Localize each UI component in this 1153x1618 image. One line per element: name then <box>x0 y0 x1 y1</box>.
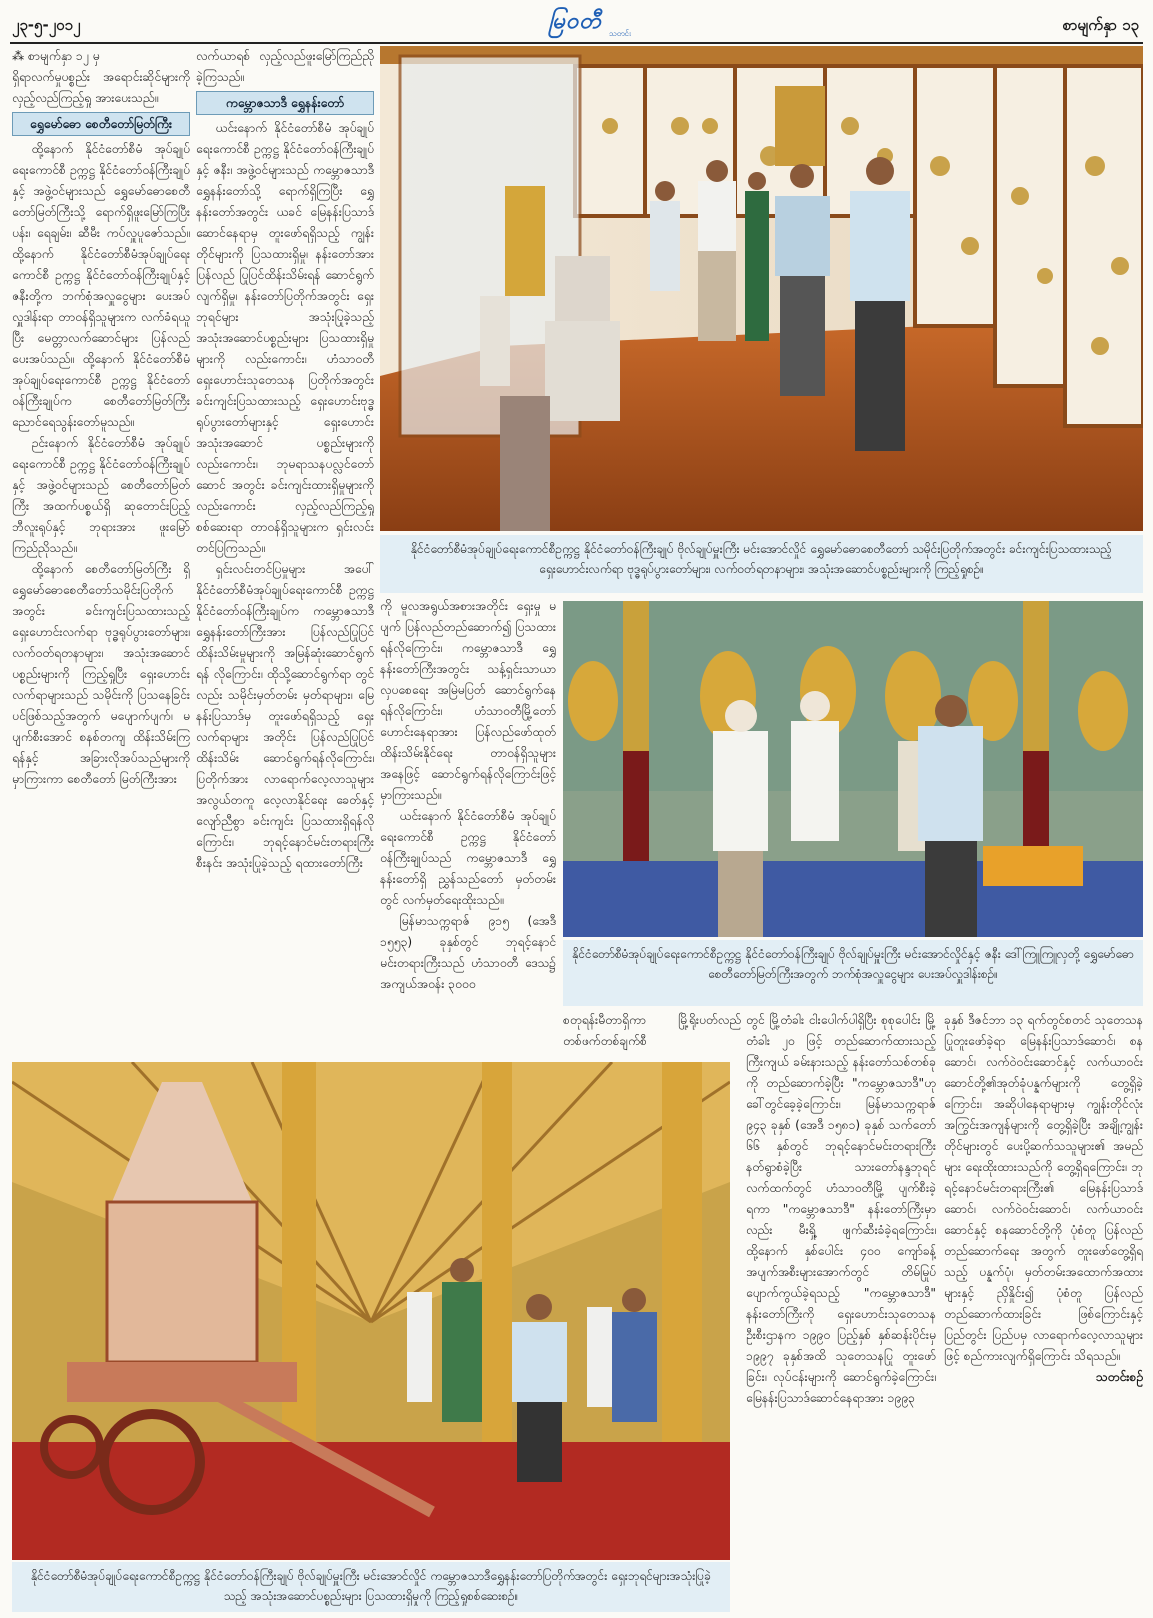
paragraph: လက်ယာရစ် လှည့်လည်ဖူးမြော်ကြည်ညိုခဲ့ကြသည်။ <box>196 49 374 84</box>
paragraph: ကို မူလအရွယ်အစားအတိုင်း ရှေးမှု မပျက် ပြန်လည်တည်ဆောက်၍ ပြသထားရန်လိုကြောင်း၊ ကမ္ဘောဇသာဒီ ရွှေနန်းတော်ကြီးအတွင်း သန့်ရှင်းသာယာလှပစေရေး အမြဲမပြတ် ဆောင်ရွက်နေရန်လိုကြောင်း၊ ဟံသာဝတီမြို့တော်ဟောင်းနေရာအား ပြန်လည်ဖော်ထုတ်ထိန်းသိမ်းနိုင်ရေး တာဝန်ရှိသူများအနေဖြင့် ဆောင်ရွက်ရန်လိုကြောင်းဖြင့် မှာကြားသည်။ <box>380 599 556 802</box>
paragraph: စတုရန်းမီတာရှိကာ မြို့ရိုးပတ်လည် တစ်ဖက်တစ်ချက်စီ <box>563 1013 741 1048</box>
caption-museum: နိုင်ငံတော်စီမံအုပ်ချုပ်ရေးကောင်စီဥက္ကဋ္ဌ နိုင်ငံတော်ဝန်ကြီးချုပ် ဗိုလ်ချုပ်မှူးကြီး မင်းအောင်လှိုင် ရွှေမော်ဓောစေတီတော် သမိုင်းပြတိုက်အတွင်း ခင်းကျင်းပြသထားသည့် ရှေးဟောင်းလက်ရာ ဗုဒ္ဓရုပ်ပွားတော်များ၊ လက်ဝတ်ရတနာများ၊ အသုံးအဆောင်ပစ္စည်းများကို ကြည့်ရှုစဉ်။ <box>380 535 1143 593</box>
paragraph: ခုနှစ် ဒီဇင်ဘာ ၁၃ ရက်တွင်စတင် သုတေသနပြုတူးဖော်ခဲ့ရာ မြေနန်းပြသာဒ်ဆောင်၊ စနဆောင်၊ လက်ဝဲဝင်းဆောင်နှင့် လက်ယာဝင်းဆောင်တို့၏အုတ်ခုံပန္နက်များကို တွေ့ရှိခဲ့ကြောင်း၊ အဆိုပါနေရာများမှ ကျွန်းတိုင်လုံး အကြွင်းအကျန်များကို တွေ့ရှိခဲ့ပြီး အချို့ကျွန်းတိုင်များတွင် ပေးပို့ဆက်သသူများ၏ အမည်များ ရေးထိုးထားသည်ကို တွေ့ရှိရကြောင်း၊ ဘုရင့်နောင်မင်းတရားကြီး၏ မြေနန်းပြသာဒ်ဆောင်၊ လက်ဝဲဝင်းဆောင်၊ လက်ယာဝင်းဆောင်နှင့် စနဆောင်တို့ကို ပုံစံတူ ပြန်လည် တည်ဆောက်ရေး အတွက် တူးဖော်တွေ့ရှိရသည့် ပန္နက်ပုံ၊ မှတ်တမ်းအထောက်အထားများနှင့် ညှိနှိုင်း၍ ပုံစံတူ ပြန်လည်တည်ဆောက်ထားခြင်း ဖြစ်ကြောင်းနှင့် ပြည်တွင်း ပြည်ပမှ လာရောက်လေ့လာသူများဖြင့် စည်ကားလျက်ရှိကြောင်း သိရသည်။ <box>944 1013 1143 1363</box>
issue-date: ၂၃-၅-၂၀၁၂ <box>12 16 81 34</box>
paragraph: မြန်မာသက္ကရာဇ် ၉၁၅ (အေဒီ ၁၅၅၃) ခုနှစ်တွင် ဘုရင့်နောင် မင်းတရားကြီးသည် ဟံသာဝတီ ဒေသ၌ အကျယ်အဝန်း ၃၀၀၀ <box>380 914 556 991</box>
byline-text: သတင်းစဉ် <box>1095 1370 1143 1384</box>
intro-paragraph: ရှိရာလက်မှုပစ္စည်း အရောင်းဆိုင်များကို လှည့်လည်ကြည့်ရှု အားပေးသည်။ <box>12 70 190 105</box>
article-column-1 <box>12 46 190 1052</box>
paragraph: ယင်းနောက် နိုင်ငံတော်စီမံ အုပ်ချုပ်ရေးကောင်စီ ဥက္ကဋ္ဌ နိုင်ငံတော်ဝန်ကြီးချုပ်နှင့် ဇနီး၊ အဖွဲ့ဝင်များသည် ကမ္ဘောဇသာဒီ ရွှေနန်းတော်သို့ ရောက်ရှိကြပြီး ရွှေနန်းတော်အတွင်း ယခင် မြေနန်းပြသာဒ် ဆောင်နေရာမှ တူးဖော်ရရှိသည့် ကျွန်းတိုင်များကို ပြသထားရှိမှု၊ နန်းတော်အား ပြန်လည် ပြုပြင်ထိန်းသိမ်းရန် ဆောင်ရွက်လျက်ရှိမှု၊ နန်းတော်ပြတိုက်အတွင်း ရှေးဘုရင်များ အသုံးပြုခဲ့သည့် အသုံးအဆောင်ပစ္စည်းများ ပြသထားရှိမှုများကို လည်းကောင်း၊ ဟံသာဝတီ ရှေးဟောင်းသုတေသန ပြတိုက်အတွင်း ခင်းကျင်းပြသထားသည့် ရှေးဟောင်းဗုဒ္ဓရုပ်ပွားတော်များနှင့် ရှေးဟောင်းအသုံးအဆောင် ပစ္စည်းများကို လည်းကောင်း၊ ဘုမရာသနပလ္လင်တော်ဆောင် အတွင်း ခင်းကျင်းထားရှိမှုများကို လည်းကောင်း လှည့်လည်ကြည့်ရှု စစ်ဆေးရာ တာဝန်ရှိသူများက ရှင်းလင်းတင်ပြကြသည်။ <box>196 121 374 555</box>
article-column-3 <box>380 596 556 1052</box>
chariot-illustration <box>12 1062 730 1560</box>
article-column-4 <box>563 1010 741 1054</box>
page-number: စာမျက်နှာ ၁၃ <box>1062 16 1139 34</box>
section-heading-shwemawdaw: ရွှေမော်ဓော စေတီတော်မြတ်ကြီး <box>12 112 190 136</box>
paragraph: ဉင်းနောက် နိုင်ငံတော်စီမံ အုပ်ချုပ်ရေးကောင်စီ ဥက္ကဋ္ဌ နိုင်ငံတော်ဝန်ကြီးချုပ်နှင့် အဖွဲ့ဝင်များသည် စေတီတော်မြတ်ကြီး အထက်ပစ္စယ်ရှိ ဆုတောင်းပြည့်ဘီလူးရုပ်နှင့် ဘုရားအား ဖူးမြော်ကြည်ညိုသည်။ <box>12 436 190 555</box>
masthead <box>0 0 1153 46</box>
paragraph: တွင် မြို့တံခါး ငါးပေါက်ပါရှိပြီး စုစုပေါင်း မြို့တံခါး ၂၀ ဖြင့် တည်ဆောက်ထားသည့်ကြီးကျယ် ခမ်းနားသည့် နန်းတော်သစ်တစ်ခုကို တည်ဆောက်ခဲ့ပြီး "ကမ္ဘောဇသာဒီ"ဟု ခေါ်တွင်ခေ့ခဲ့ကြောင်း၊ မြန်မာသက္ကရာဇ် ၉၄၃ ခုနှစ် (အေဒီ ၁၅၈၁) ခုနှစ် သက်တော် ၆၆ နှစ်တွင် ဘုရင့်နောင်မင်းတရားကြီး နတ်ရွာစံခဲ့ပြီး သားတော်နန္ဒဘုရင် လက်ထက်တွင် ဟံသာဝတီမြို့ ပျက်စီးခဲ့ရကာ "ကမ္ဘောဇသာဒီ" နန်းတော်ကြီးမှာလည်း မီးရှို့ ဖျက်ဆီးခံခဲ့ရကြောင်း၊ ထို့နောက် နှစ်ပေါင်း ၄၀၀ ကျော်ခန့် အပျက်အစီးများအောက်တွင် တိမ်မြုပ်ပျောက်ကွယ်ခဲ့ရသည့် "ကမ္ဘောဇသာဒီ" နန်းတော်ကြီးကို ရှေးဟောင်းသုတေသနဦးစီးဌာနက ၁၉၉၀ ပြည့်နှစ် နှစ်ဆန်းပိုင်းမှ ၁၉၉၇ ခုနှစ်အထိ သုတေသနပြု တူးဖော်ခြင်း၊ လုပ်ငန်းများကို ဆောင်ရွက်ခဲ့ကြောင်း၊ မြေနန်းပြသာဒ်ဆောင်နေရာအား ၁၉၉၃ <box>746 1013 936 1405</box>
article-column-6 <box>944 1010 1143 1610</box>
paragraph: ထို့နောက် စေတီတော်မြတ်ကြီး ရှိ ရွှေမော်ဓောစေတီတော်သမိုင်းပြတိုက်အတွင်း ခင်းကျင်းပြသထားသည့် ရှေးဟောင်းလက်ရာ ဗုဒ္ဓရုပ်ပွားတော်များ၊ လက်ဝတ်ရတနာများ၊ အသုံးအဆောင်ပစ္စည်းများကို ကြည့်ရှုပြီး ရှေးဟောင်းလက်ရာများသည် သမိုင်းကို ပြသနေခြင်းပင်ဖြစ်သည့်အတွက် မပျောက်ပျက်၊ မပျက်စီးအောင် စနစ်တကျ ထိန်းသိမ်းကြရန်နှင့် အခြားလိုအပ်သည်များကို မှာကြားကာ စေတီတော် မြတ်ကြီးအား <box>12 562 190 786</box>
caption-donation: နိုင်ငံတော်စီမံအုပ်ချုပ်ရေးကောင်စီဥက္ကဋ္ဌ နိုင်ငံတော်ဝန်ကြီးချုပ် ဗိုလ်ချုပ်မှူးကြီး မင်းအောင်လှိုင်နှင့် ဇနီး ဒေါ်ကြူကြူလှတို့ ရွှေမော်ဓောစေတီတော်မြတ်ကြီးအတွက် ဘက်စုံအလှူငွေများ ပေးအပ်လှူဒါန်းစဉ်။ <box>563 940 1143 1006</box>
museum-illustration <box>380 46 1143 531</box>
section-heading-kanbawzathadi: ကမ္ဘောဇသာဒီ ရွှေနန်းတော် <box>196 91 374 115</box>
continued-from: ⁂ စာမျက်နှာ ၁၂ မှ <box>12 49 100 63</box>
byline <box>944 1367 1143 1388</box>
photo-chariot <box>12 1062 730 1560</box>
header-rule <box>10 42 1143 44</box>
logo-text: မြဝတီ <box>548 9 602 34</box>
photo-donation <box>563 601 1143 937</box>
donation-illustration <box>563 601 1143 937</box>
logo-subtext: သတင်း <box>609 29 631 38</box>
paragraph: ယင်းနောက် နိုင်ငံတော်စီမံ အုပ်ချုပ်ရေးကောင်စီ ဥက္ကဋ္ဌ နိုင်ငံတော် ဝန်ကြီးချုပ်သည် ကမ္ဘောဇသာဒီ ရွှေနန်းတော်ရှိ ညွှန်သည်တော် မှတ်တမ်းတွင် လက်မှတ်ရေးထိုးသည်။ <box>380 809 556 907</box>
article-column-5 <box>746 1010 936 1610</box>
article-column-2 <box>196 46 374 1052</box>
caption-chariot: နိုင်ငံတော်စီမံအုပ်ချုပ်ရေးကောင်စီဥက္ကဋ္ဌ နိုင်ငံတော်ဝန်ကြီးချုပ် ဗိုလ်ချုပ်မှူးကြီး မင်းအောင်လှိုင် ကမ္ဘောဇသာဒီရွှေနန်းတော်ပြတိုက်အတွင်း ရှေးဘုရင်များအသုံးပြုခဲ့သည့် အသုံးအဆောင်ပစ္စည်းများ ပြသထားရှိမှုကို ကြည့်ရှုစစ်ဆေးစဉ်။ <box>12 1562 730 1612</box>
paragraph: ထို့နောက် နိုင်ငံတော်စီမံ အုပ်ချုပ်ရေးကောင်စီ ဥက္ကဋ္ဌ နိုင်ငံတော်ဝန်ကြီးချုပ်နှင့် အဖွဲ့ဝင်များသည် ရွှေမော်ဓောစေတီတော်မြတ်ကြီးသို့ ရောက်ရှိဖူးမြော်ကြပြီး ပန်း၊ ရေချမ်း၊ ဆီမီး ကပ်လှူပူဇော်သည်။ ထို့နောက် နိုင်ငံတော်စီမံအုပ်ချုပ်ရေးကောင်စီ ဥက္ကဋ္ဌ နိုင်ငံတော်ဝန်ကြီးချုပ်နှင့် ဇနီးတို့က ဘက်စုံအလှူငွေများ ပေးအပ်လှူဒါန်းရာ တာဝန်ရှိသူများက လက်ခံရယူပြီး မေတ္တာလက်ဆောင်များ ပြန်လည်ပေးအပ်သည်။ ထို့နောက် နိုင်ငံတော်စီမံအုပ်ချုပ်ရေးကောင်စီ ဥက္ကဋ္ဌ နိုင်ငံတော်ဝန်ကြီးချုပ်က စေတီတော်မြတ်ကြီး ညောင်ရေသွန်းတော်မူသည်။ <box>12 142 190 429</box>
paragraph: ရှင်းလင်းတင်ပြမှုများ အပေါ် နိုင်ငံတော်စီမံအုပ်ချုပ်ရေးကောင်စီ ဥက္ကဋ္ဌ နိုင်ငံတော်ဝန်ကြီးချုပ်က ကမ္ဘောဇသာဒီ ရွှေနန်းတော်ကြီးအား ပြန်လည်ပြုပြင်ထိန်းသိမ်းမှုများကို အမြန်ဆုံးဆောင်ရွက်ရန် လိုကြောင်း၊ ထိုသို့ဆောင်ရွက်ရာ တွင်လည်း သမိုင်းမှတ်တမ်း မှတ်ရာများ၊ မြေနန်းပြသာဒ်မှ တူးဖော်ရရှိသည့် ရှေးလက်ရာများ အတိုင်း ပြန်လည်ပြုပြင်ထိန်းသိမ်း ဆောင်ရွက်ရန်လိုကြောင်း၊ ပြတိုက်အား လာရောက်လေ့လာသူများ အလွယ်တကူ လေ့လာနိုင်ရေး ခေတ်နှင့်လျော်ညီစွာ ခင်းကျင်း ပြသထားရှိရန်လိုကြောင်း၊ ဘုရင့်နောင်မင်းတရားကြီး စီးနင်း အသုံးပြုခဲ့သည့် ရထားတော်ကြီး <box>196 562 374 870</box>
newspaper-logo <box>515 6 635 40</box>
photo-museum <box>380 46 1143 531</box>
